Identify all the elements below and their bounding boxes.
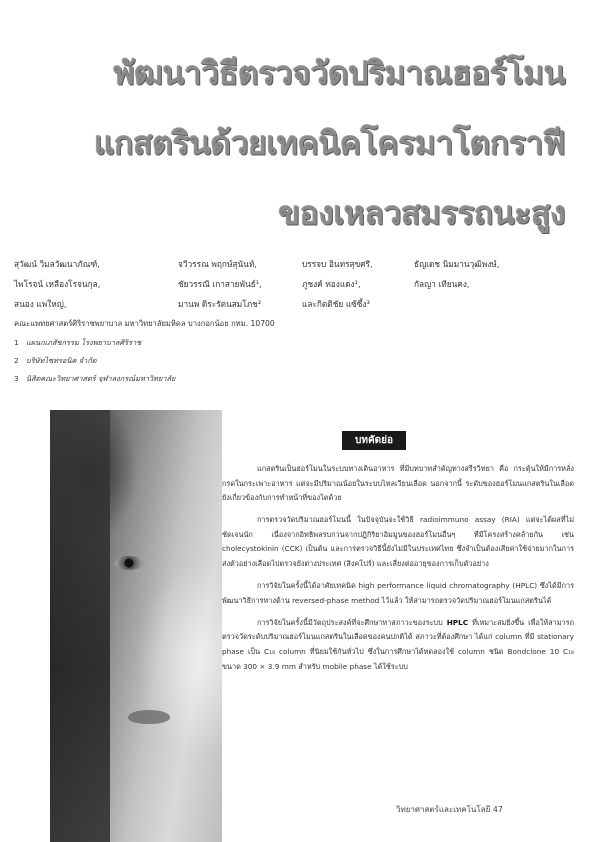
- author-name: กัลญา เทียนคง,: [414, 279, 470, 289]
- abstract-paragraph: แกสตรินเป็นฮอร์โมนในระบบทางเดินอาหาร ที่มีบทบาทสำคัญทางสรีรวิทยา คือ กระตุ้นให้มีการหลั่งกรดในกระเพาะอาหาร แต่จะมีปริมาณน้อยในระบบไหลเวียนเลือด นอกจากนี้ ระดับของฮอร์โมนแกสตรินในเลือด ยังเกี่ยวข้องกับการทำหน้าที่ของไตด้วย: [222, 464, 574, 503]
- author-row: [14, 294, 584, 314]
- author-name: สุวัฒน์ วิมลวัฒนาภัณฑ์,: [14, 259, 100, 269]
- footnote: 3 นิสิตคณะวิทยาศาสตร์ จุฬาลงกรณ์มหาวิทยาลัย: [14, 374, 176, 383]
- author-name: ภูชงค์ ทองแดง¹,: [302, 279, 361, 289]
- article-title-line-1: พัฒนาวิธีตรวจวัดปริมาณฮอร์โมน: [113, 54, 565, 92]
- abstract-paragraph: การตรวจวัดปริมาณฮอร์โมนนี้ ในปัจจุบันจะใช้วิธี radioimmuno assay (RIA) แต่จะได้ผลที่ไม่ชัดเจนนัก เนื่องจากอิทธิพลรบกวนจากปฏิกิริยาอิมมูนของฮอร์โมนอื่นๆ ที่มีโครงสร้างคล้ายกัน เช่น cholecystokinin (CCK) เป็นต้น และการตรวจวิธีนี้ยังไม่มีในประเทศไทย ซึ่งจำเป็นต้องเสียค่าใช้จ่ายมากในการส่งตัวอย่างเลือดไปตรวจยังต่างประเทศ (สิงคโปร์) และเสี่ยงต่ออายุของการเก็บตัวอย่าง: [222, 515, 574, 569]
- author-name: จวีวรรณ พฤกษ์สุนันท์,: [178, 259, 257, 269]
- author-name: สนอง แพใหญ่,: [14, 299, 67, 309]
- author-name: มานพ ดิระรัตนสมโภช²: [178, 299, 262, 309]
- abstract-heading: บทคัดย่อ: [342, 431, 406, 450]
- author-list: [14, 254, 584, 314]
- portrait-photo: [50, 410, 222, 842]
- abstract-paragraph: การวิจัยในครั้งนี้ได้อาศัยเทคนิค high performance liquid chromatography (HPLC) ซึ่งได้มีการพัฒนาวิธีการทางด้าน reversed-phase method ไว้แล้ว ให้สามารถตรวจวัดปริมาณฮอร์โมนแกสตรินได้: [222, 581, 574, 605]
- author-name: ธัญเดช นิมมานวุฒิพงษ์,: [414, 259, 500, 269]
- author-row: [14, 274, 584, 294]
- photo-hair-shadow: [50, 410, 110, 842]
- author-row: [14, 254, 584, 274]
- hplc-bold-term: HPLC: [446, 617, 469, 627]
- author-name: บรรจบ อินทรสุขศรี,: [302, 259, 373, 269]
- page-footer: วิทยาศาสตร์และเทคโนโลยี 47: [396, 805, 503, 814]
- photo-lips: [128, 710, 170, 724]
- author-name: และกิตติชัย แซ้ซึ้ง³: [302, 299, 370, 309]
- author-name: ไพโรจน์ เหลืองโรจนกุล,: [14, 279, 101, 289]
- affiliation: คณะแพทยศาสตร์ศิริราชพยาบาล มหาวิทยาลัยมหิดล บางกอกน้อย กทม. 10700: [14, 319, 275, 328]
- article-title-line-3: ของเหลวสมรรถนะสูง: [278, 194, 565, 232]
- footnote: 1 แผนกเภสัชกรรม โรงพยาบาลศิริราช: [14, 338, 142, 347]
- abstract-paragraph: การวิจัยในครั้งนี้มีวัตถุประสงค์ที่จะศึกษาหาสภาวะของระบบ HPLC ที่เหมาะสมยิ่งขึ้น เพื่อให้สามารถตรวจวัดระดับปริมาณฮอร์โมนแกสตรินในเลือดของคนปกติได้ สภาวะที่ต้องศึกษา ได้แก่ column ที่มี stationary phase เป็น C₁₈ column ที่นิยมใช้กันทั่วไป ซึ่งในการศึกษาได้ทดลองใช้ column ชนิด Bondclone 10 C₁₈ ขนาด 300 × 3.9 mm สำหรับ mobile phase ได้ใช้ระบบ: [222, 617, 574, 671]
- photo-eye: [114, 556, 144, 570]
- article-title-line-2: แกสตรินด้วยเทคนิคโครมาโตกราฟี: [93, 124, 565, 162]
- footnote: 2 บริษัทไซทรอนิค จำกัด: [14, 356, 97, 365]
- author-name: ชัยวรรณี เกาสายพันธ์¹,: [178, 279, 262, 289]
- footnotes: [14, 334, 175, 388]
- abstract-body: [222, 462, 574, 682]
